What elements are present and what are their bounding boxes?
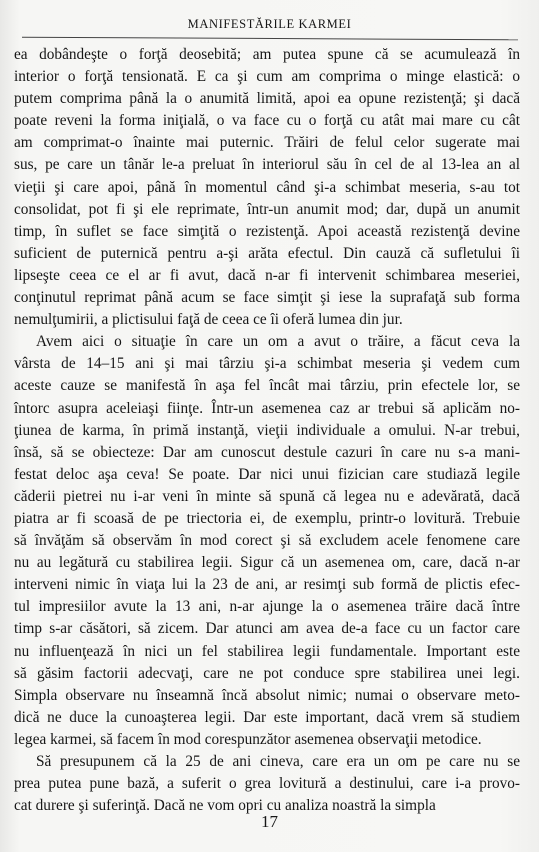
text-line: conţinutul reprimat până acum se face simţit şi iese la suprafaţă sub forma [14,289,520,307]
text-line: vieţii şi care apoi, până în momentul când şi-a schimbat meseria, s-au tot [14,178,520,196]
text-line: dică ne duce la cunoaşterea legii. Dar este important, dacă vrem să studiem [14,708,520,726]
text-line: căderii pietrei nu i-ar veni în minte să spună că legea nu e adevărată, dacă [14,487,520,505]
text-line: festat deloc aşa ceva! Se poate. Dar nici unui fizician care studiază legile [14,465,520,483]
text-line: interior o forţă tensionată. E ca şi cum am comprima o minge elastică: o [14,68,520,86]
text-line: întorc asupra aceleiaşi fiinţe. Într-un asemenea caz ar trebui să aplicăm no- [14,399,520,417]
text-line: cat durere şi suferinţă. Dacă ne vom opri cu analiza noastră la simpla [14,797,436,815]
text-line: ea dobândeşte o forţă deosebită; am putea spune că se acumulează în [14,46,520,63]
text-line: vârsta de 14–15 ani şi mai târziu şi-a schimbat meseria şi vedem cum [14,355,520,373]
text-line: Să presupunem că la 25 de ani cineva, care era un om pe care nu se [36,753,520,770]
text-line: timp, în suflet se face simţită o rezistenţă. Apoi această rezistenţă devine [14,222,520,240]
text-line: aceste cauze se manifestă în aşa fel încât mai târziu, prin efectele lor, se [14,377,520,395]
text-line: nu au legătură cu stabilirea legii. Sigur că un asemenea om, care, dacă n-ar [14,554,520,572]
text-line: consolidat, pot fi şi ele reprimate, într-un anumit mod; dar, după un anumit [14,200,520,218]
text-line: poate reveni la forma iniţială, o va face cu o forţă cu atât mai mare cu cât [14,112,520,130]
text-line: să învăţăm să observăm în mod corect şi să excludem acele fenomene care [14,532,520,550]
text-line: Avem aici o situaţie în care un om a avut o trăire, a făcut ceva la [36,333,520,351]
text-line: interveni nimic în viaţa lui la 23 de ani, ar resimţi sub formă de plictis efec- [14,576,520,594]
text-line: nu influenţează în nici un fel stabilirea legii fundamentale. Important este [14,642,520,660]
text-line: timp s-ar căsători, să zicem. Dar atunci am avea de-a face cu un factor care [14,620,520,638]
text-line: nemulţumirii, a plictisului faţă de ceea ce îi oferă lumea din jur. [14,311,403,329]
text-line: am comprimat-o înainte mai puternic. Trăiri de felul celor sugerate mai [14,134,520,152]
text-line: sus, pe care un tânăr le-a preluat în interiorul său în cel de al 13-lea an al [14,156,520,174]
text-line: piatra ar fi scoasă de pe triectoria ei, de exemplu, printr-o lovitură. Trebuie [14,509,520,527]
text-line: legea karmei, să facem în mod corespunzător asemenea observaţii metodice. [14,730,482,748]
text-line: însă, să se obiecteze: Dar am cunoscut destule cazuri în care nu s-a mani- [14,443,520,461]
text-line: prea putea pune bază, a suferit o grea lovitură a destinului, care i-a provo- [14,775,520,793]
text-line: ţiunea de karma, în primă instanţă, vieţii individuale a omului. N-ar trebui, [14,421,520,439]
text-line: lipseşte ceea ce el ar fi avut, dacă n-ar fi intervenit schimbarea meseriei, [14,266,520,284]
text-line: suficient de puternică pentru a-şi arăta efectul. Din cauză că sufletului îi [14,244,520,262]
body-text [14,44,520,817]
header-rule [22,37,518,41]
text-line: putem comprima până la o anumită limită, apoi ea opune rezistenţă; şi dacă [14,90,520,108]
text-line: să găsim factorii adecvaţi, care ne pot conduce spre stabilirea unei legi. [14,664,520,682]
text-line: tul impresiilor avute la 13 ani, n-ar ajunge la o asemenea trăire dacă între [14,598,520,616]
text-line: Simpla observare nu înseamnă încă absolut nimic; numai o observare meto- [14,686,520,704]
running-head: MANIFESTĂRILE KARMEI [187,17,352,31]
page-number: 17 [261,812,278,831]
